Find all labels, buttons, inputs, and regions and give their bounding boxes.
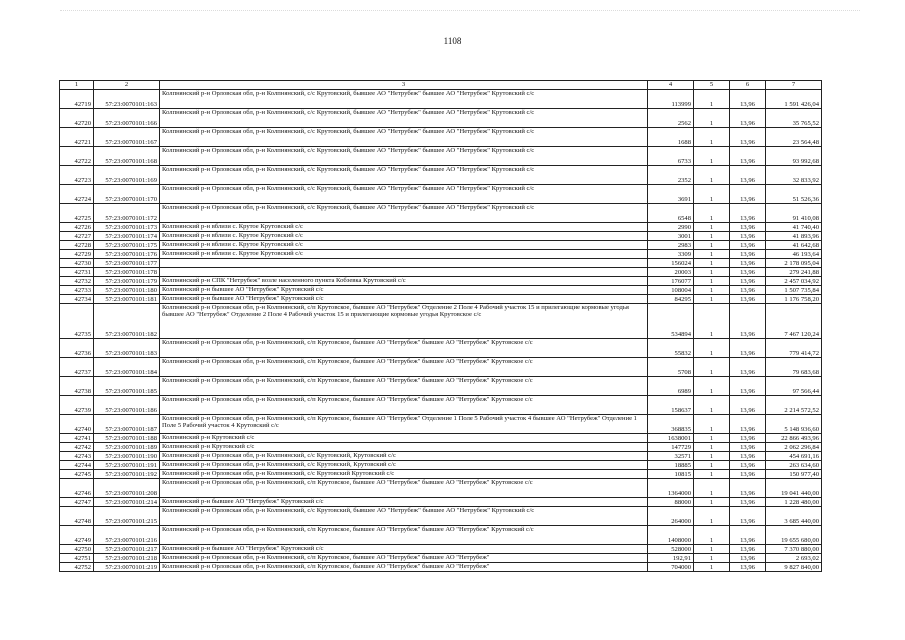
location-description: Колпнянский р-н бывшее АО "Нетрубеж" Крутовский с/с — [160, 498, 648, 507]
cadastral-number: 57:23:0070101:187 — [94, 415, 160, 434]
coefficient: 1 — [694, 554, 730, 563]
cadastral-value: 46 193,64 — [766, 250, 822, 259]
location-description: Колпнянский р-н Крутовский с/с — [160, 434, 648, 443]
area-value: 32571 — [648, 452, 694, 461]
table-row — [60, 545, 822, 554]
unit-price: 13,96 — [730, 479, 766, 498]
cadastral-value: 32 833,92 — [766, 166, 822, 185]
table-row — [60, 339, 822, 358]
location-description: Колпнянский р-н Орловская обл, р-н Колпнянский, с/п Крутовское, бывшее АО "Нетрубеж" бывшее АО "Нетрубеж" Крутовское с/с — [160, 358, 648, 377]
table-row — [60, 147, 822, 166]
coefficient: 1 — [694, 166, 730, 185]
unit-price: 13,96 — [730, 358, 766, 377]
cadastral-value: 2 693,02 — [766, 554, 822, 563]
cadastral-value: 79 683,68 — [766, 358, 822, 377]
row-number: 42721 — [60, 128, 94, 147]
cadastral-value: 263 634,60 — [766, 461, 822, 470]
unit-price: 13,96 — [730, 443, 766, 452]
location-description: Колпнянский р-н СПК "Нетрубеж" возле населенного пункта Кобзевка Крутовский с/с — [160, 277, 648, 286]
table-row — [60, 109, 822, 128]
unit-price: 13,96 — [730, 147, 766, 166]
coefficient: 1 — [694, 295, 730, 304]
area-value: 368835 — [648, 415, 694, 434]
area-value: 264000 — [648, 507, 694, 526]
location-description: Колпнянский р-н Орловская обл, р-н Колпнянский, с/п Крутовское, бывшее АО "Нетрубеж" бывшее АО "Нетрубеж" Крутовское с/с — [160, 396, 648, 415]
location-description — [160, 259, 648, 268]
area-value: 3691 — [648, 185, 694, 204]
cadastral-number: 57:23:0070101:177 — [94, 259, 160, 268]
cadastral-number: 57:23:0070101:218 — [94, 554, 160, 563]
row-number: 42743 — [60, 452, 94, 461]
row-number: 42751 — [60, 554, 94, 563]
row-number: 42727 — [60, 232, 94, 241]
cadastral-number: 57:23:0070101:181 — [94, 295, 160, 304]
coefficient: 1 — [694, 268, 730, 277]
cadastral-value: 1 228 480,00 — [766, 498, 822, 507]
cadastral-number: 57:23:0070101:184 — [94, 358, 160, 377]
coefficient: 1 — [694, 223, 730, 232]
coefficient: 1 — [694, 358, 730, 377]
area-value: 2352 — [648, 166, 694, 185]
unit-price: 13,96 — [730, 339, 766, 358]
row-number: 42740 — [60, 415, 94, 434]
location-description: Колпнянский р-н Орловская обл, р-н Колпнянский, с/с Крутовский, бывшее АО "Нетрубеж" бывшее АО "Нетрубеж" Крутовский с/с — [160, 507, 648, 526]
row-number: 42725 — [60, 204, 94, 223]
unit-price: 13,96 — [730, 461, 766, 470]
cadastral-number: 57:23:0070101:169 — [94, 166, 160, 185]
table-row — [60, 259, 822, 268]
cadastral-number: 57:23:0070101:174 — [94, 232, 160, 241]
table-row — [60, 507, 822, 526]
location-description: Колпнянский р-н Орловская обл, р-н Колпнянский, с/п Крутовское, бывшее АО "Нетрубеж" Отделение 1 Поле 5 Рабочий участок 4 бывшее АО "Нетрубеж" Отделение 1 Поле 5 Рабочий участок 4 Крутовский с/с — [160, 415, 648, 434]
unit-price: 13,96 — [730, 277, 766, 286]
unit-price: 13,96 — [730, 185, 766, 204]
row-number: 42745 — [60, 470, 94, 479]
cadastral-value: 2 062 296,84 — [766, 443, 822, 452]
cadastral-number: 57:23:0070101:186 — [94, 396, 160, 415]
coefficient: 1 — [694, 204, 730, 223]
location-description: Колпнянский р-н Орловская обл, р-н Колпнянский, с/п Крутовское, бывшее АО "Нетрубеж" бывшее АО "Нетрубеж" — [160, 563, 648, 572]
coefficient: 1 — [694, 109, 730, 128]
coefficient: 1 — [694, 434, 730, 443]
table-row — [60, 434, 822, 443]
unit-price: 13,96 — [730, 507, 766, 526]
cadastral-value: 150 977,40 — [766, 470, 822, 479]
row-number: 42748 — [60, 507, 94, 526]
cadastral-value: 7 467 120,24 — [766, 304, 822, 339]
area-value: 158637 — [648, 396, 694, 415]
area-value: 108004 — [648, 286, 694, 295]
cadastral-number: 57:23:0070101:180 — [94, 286, 160, 295]
land-registry-table — [59, 80, 822, 572]
area-value: 528000 — [648, 545, 694, 554]
cadastral-number: 57:23:0070101:191 — [94, 461, 160, 470]
row-number: 42747 — [60, 498, 94, 507]
coefficient: 1 — [694, 147, 730, 166]
cadastral-number: 57:23:0070101:188 — [94, 434, 160, 443]
cadastral-value: 41 893,96 — [766, 232, 822, 241]
table-body — [60, 90, 822, 572]
coefficient: 1 — [694, 339, 730, 358]
table-row — [60, 498, 822, 507]
location-description: Колпнянский р-н Орловская обл, р-н Колпнянский, с/с Крутовский, бывшее АО "Нетрубеж" бывшее АО "Нетрубеж" Крутовский с/с — [160, 147, 648, 166]
cadastral-value: 35 765,52 — [766, 109, 822, 128]
coefficient: 1 — [694, 185, 730, 204]
unit-price: 13,96 — [730, 554, 766, 563]
table-row — [60, 377, 822, 396]
table-row — [60, 166, 822, 185]
row-number: 42729 — [60, 250, 94, 259]
row-number: 42746 — [60, 479, 94, 498]
scan-artifact — [60, 10, 860, 19]
page-number: 1108 — [443, 36, 462, 46]
coefficient: 1 — [694, 286, 730, 295]
cadastral-value: 2 457 034,92 — [766, 277, 822, 286]
unit-price: 13,96 — [730, 377, 766, 396]
location-description: Колпнянский р-н вблизи с. Крутое Крутовский с/с — [160, 232, 648, 241]
cadastral-number: 57:23:0070101:190 — [94, 452, 160, 461]
cadastral-value: 51 526,36 — [766, 185, 822, 204]
coefficient: 1 — [694, 396, 730, 415]
row-number: 42736 — [60, 339, 94, 358]
col-header-7: 7 — [766, 81, 822, 90]
unit-price: 13,96 — [730, 526, 766, 545]
cadastral-value: 22 866 493,96 — [766, 434, 822, 443]
row-number: 42720 — [60, 109, 94, 128]
cadastral-number: 57:23:0070101:163 — [94, 90, 160, 109]
table-row — [60, 479, 822, 498]
cadastral-value: 2 178 095,04 — [766, 259, 822, 268]
coefficient: 1 — [694, 90, 730, 109]
unit-price: 13,96 — [730, 295, 766, 304]
table-row — [60, 443, 822, 452]
row-number: 42724 — [60, 185, 94, 204]
coefficient: 1 — [694, 241, 730, 250]
table-row — [60, 295, 822, 304]
cadastral-value: 97 566,44 — [766, 377, 822, 396]
unit-price: 13,96 — [730, 396, 766, 415]
area-value: 147729 — [648, 443, 694, 452]
table-row — [60, 286, 822, 295]
cadastral-number: 57:23:0070101:172 — [94, 204, 160, 223]
cadastral-value: 1 176 758,20 — [766, 295, 822, 304]
table-row — [60, 396, 822, 415]
cadastral-number: 57:23:0070101:208 — [94, 479, 160, 498]
cadastral-number: 57:23:0070101:214 — [94, 498, 160, 507]
area-value: 88000 — [648, 498, 694, 507]
coefficient: 1 — [694, 479, 730, 498]
location-description: Колпнянский р-н Орловская обл, р-н Колпнянский, с/с Крутовский, бывшее АО "Нетрубеж" бывшее АО "Нетрубеж" Крутовский с/с — [160, 185, 648, 204]
cadastral-value: 2 214 572,52 — [766, 396, 822, 415]
cadastral-value: 1 591 426,04 — [766, 90, 822, 109]
unit-price: 13,96 — [730, 470, 766, 479]
unit-price: 13,96 — [730, 204, 766, 223]
area-value: 3001 — [648, 232, 694, 241]
row-number: 42735 — [60, 304, 94, 339]
table-row — [60, 204, 822, 223]
table-row — [60, 185, 822, 204]
cadastral-value: 779 414,72 — [766, 339, 822, 358]
cadastral-value: 23 564,48 — [766, 128, 822, 147]
col-header-4: 4 — [648, 81, 694, 90]
location-description: Колпнянский р-н вблизи с. Крутое Крутовский с/с — [160, 223, 648, 232]
area-value: 3309 — [648, 250, 694, 259]
area-value: 192,91 — [648, 554, 694, 563]
coefficient: 1 — [694, 415, 730, 434]
location-description: Колпнянский р-н Орловская обл, р-н Колпнянский, с/с Крутовский, бывшее АО "Нетрубеж" бывшее АО "Нетрубеж" Крутовский с/с — [160, 166, 648, 185]
location-description: Колпнянский р-н Орловская обл, р-н Колпнянский, с/п Крутовское, бывшее АО "Нетрубеж" Отделение 2 Поле 4 Рабочий участок 15 и прилегающие кормовые угодья бывшее АО "Нетрубеж" Отделение 2 Поле 4 Рабочий участок 15 и прилегающие кормовые угодья Крутовское с/с — [160, 304, 648, 339]
coefficient: 1 — [694, 470, 730, 479]
unit-price: 13,96 — [730, 166, 766, 185]
cadastral-number: 57:23:0070101:182 — [94, 304, 160, 339]
location-description: Колпнянский р-н вблизи с. Крутое Крутовский с/с — [160, 250, 648, 259]
cadastral-number: 57:23:0070101:217 — [94, 545, 160, 554]
coefficient: 1 — [694, 128, 730, 147]
cadastral-value: 19 041 440,00 — [766, 479, 822, 498]
table-row — [60, 526, 822, 545]
location-description: Колпнянский р-н Крутовский с/с — [160, 443, 648, 452]
cadastral-number: 57:23:0070101:175 — [94, 241, 160, 250]
area-value: 6548 — [648, 204, 694, 223]
location-description: Колпнянский р-н Орловская обл, р-н Колпнянский, с/с Крутовский, бывшее АО "Нетрубеж" бывшее АО "Нетрубеж" Крутовский с/с — [160, 90, 648, 109]
area-value: 2983 — [648, 241, 694, 250]
area-value: 5708 — [648, 358, 694, 377]
location-description: Колпнянский р-н Орловская обл, р-н Колпнянский, с/с Крутовский, Крутовский с/с — [160, 461, 648, 470]
unit-price: 13,96 — [730, 223, 766, 232]
coefficient: 1 — [694, 545, 730, 554]
area-value: 156024 — [648, 259, 694, 268]
col-header-2: 2 — [94, 81, 160, 90]
location-description: Колпнянский р-н Орловская обл, р-н Колпнянский, с/с Крутовский, бывшее АО "Нетрубеж" бывшее АО "Нетрубеж" Крутовский с/с — [160, 204, 648, 223]
row-number: 42750 — [60, 545, 94, 554]
cadastral-value: 5 148 936,60 — [766, 415, 822, 434]
table-row — [60, 232, 822, 241]
col-header-5: 5 — [694, 81, 730, 90]
table-row — [60, 563, 822, 572]
cadastral-number: 57:23:0070101:170 — [94, 185, 160, 204]
row-number: 42734 — [60, 295, 94, 304]
area-value: 534894 — [648, 304, 694, 339]
row-number: 42741 — [60, 434, 94, 443]
row-number: 42731 — [60, 268, 94, 277]
row-number: 42730 — [60, 259, 94, 268]
cadastral-number: 57:23:0070101:215 — [94, 507, 160, 526]
row-number: 42732 — [60, 277, 94, 286]
row-number: 42737 — [60, 358, 94, 377]
unit-price: 13,96 — [730, 452, 766, 461]
cadastral-number: 57:23:0070101:178 — [94, 268, 160, 277]
cadastral-value: 454 691,16 — [766, 452, 822, 461]
table-row — [60, 452, 822, 461]
coefficient: 1 — [694, 377, 730, 396]
location-description: Колпнянский р-н Орловская обл, р-н Колпнянский, с/п Крутовское, бывшее АО "Нетрубеж" бывшее АО "Нетрубеж" Крутовский с/с — [160, 526, 648, 545]
unit-price: 13,96 — [730, 434, 766, 443]
area-value: 2990 — [648, 223, 694, 232]
table-row — [60, 241, 822, 250]
unit-price: 13,96 — [730, 232, 766, 241]
cadastral-number: 57:23:0070101:183 — [94, 339, 160, 358]
unit-price: 13,96 — [730, 498, 766, 507]
cadastral-value: 1 507 735,84 — [766, 286, 822, 295]
area-value: 1364000 — [648, 479, 694, 498]
coefficient: 1 — [694, 277, 730, 286]
coefficient: 1 — [694, 498, 730, 507]
cadastral-number: 57:23:0070101:166 — [94, 109, 160, 128]
area-value: 18885 — [648, 461, 694, 470]
area-value: 6989 — [648, 377, 694, 396]
cadastral-number: 57:23:0070101:185 — [94, 377, 160, 396]
cadastral-number: 57:23:0070101:168 — [94, 147, 160, 166]
coefficient: 1 — [694, 507, 730, 526]
cadastral-value: 91 410,08 — [766, 204, 822, 223]
coefficient: 1 — [694, 526, 730, 545]
location-description: Колпнянский р-н Орловская обл, р-н Колпнянский, с/с Крутовский, бывшее АО "Нетрубеж" бывшее АО "Нетрубеж" Крутовский с/с — [160, 109, 648, 128]
unit-price: 13,96 — [730, 250, 766, 259]
row-number: 42742 — [60, 443, 94, 452]
location-description: Колпнянский р-н Орловская обл, р-н Колпнянский, с/с Крутовский, бывшее АО "Нетрубеж" бывшее АО "Нетрубеж" Крутовский с/с — [160, 128, 648, 147]
cadastral-number: 57:23:0070101:176 — [94, 250, 160, 259]
unit-price: 13,96 — [730, 304, 766, 339]
table-row — [60, 304, 822, 339]
table-row — [60, 461, 822, 470]
area-value: 6733 — [648, 147, 694, 166]
area-value: 1408000 — [648, 526, 694, 545]
unit-price: 13,96 — [730, 415, 766, 434]
table-row — [60, 128, 822, 147]
coefficient: 1 — [694, 259, 730, 268]
location-description: Колпнянский р-н Орловская обл, р-н Колпнянский, с/п Крутовское, бывшее АО "Нетрубеж" бывшее АО "Нетрубеж" Крутовское с/с — [160, 339, 648, 358]
table-row — [60, 554, 822, 563]
cadastral-number: 57:23:0070101:173 — [94, 223, 160, 232]
location-description: Колпнянский р-н бывшее АО "Нетрубеж" Крутовский с/с — [160, 545, 648, 554]
table-row — [60, 223, 822, 232]
coefficient: 1 — [694, 232, 730, 241]
cadastral-value: 41 642,68 — [766, 241, 822, 250]
area-value: 55832 — [648, 339, 694, 358]
cadastral-value: 19 655 680,00 — [766, 526, 822, 545]
unit-price: 13,96 — [730, 268, 766, 277]
col-header-1: 1 — [60, 81, 94, 90]
unit-price: 13,96 — [730, 90, 766, 109]
row-number: 42723 — [60, 166, 94, 185]
unit-price: 13,96 — [730, 241, 766, 250]
location-description: Колпнянский р-н Орловская обл, р-н Колпнянский, с/с Крутовский Крутовский с/с — [160, 470, 648, 479]
coefficient: 1 — [694, 443, 730, 452]
row-number: 42733 — [60, 286, 94, 295]
unit-price: 13,96 — [730, 259, 766, 268]
area-value: 704000 — [648, 563, 694, 572]
coefficient: 1 — [694, 452, 730, 461]
row-number: 42722 — [60, 147, 94, 166]
cadastral-value: 3 685 440,00 — [766, 507, 822, 526]
location-description: Колпнянский р-н бывшее АО "Нетрубеж" Крутовский с/с — [160, 295, 648, 304]
cadastral-number: 57:23:0070101:216 — [94, 526, 160, 545]
unit-price: 13,96 — [730, 109, 766, 128]
table-row — [60, 268, 822, 277]
area-value: 20003 — [648, 268, 694, 277]
cadastral-number: 57:23:0070101:192 — [94, 470, 160, 479]
cadastral-value: 9 827 840,00 — [766, 563, 822, 572]
row-number: 42726 — [60, 223, 94, 232]
coefficient: 1 — [694, 563, 730, 572]
unit-price: 13,96 — [730, 545, 766, 554]
cadastral-number: 57:23:0070101:179 — [94, 277, 160, 286]
row-number: 42728 — [60, 241, 94, 250]
area-value: 84295 — [648, 295, 694, 304]
location-description: Колпнянский р-н бывшее АО "Нетрубеж" Крутовский с/с — [160, 286, 648, 295]
table-row — [60, 90, 822, 109]
row-number: 42739 — [60, 396, 94, 415]
location-description: Колпнянский р-н Орловская обл, р-н Колпнянский, с/п Крутовское, бывшее АО "Нетрубеж" бывшее АО "Нетрубеж" — [160, 554, 648, 563]
coefficient: 1 — [694, 461, 730, 470]
table-row — [60, 415, 822, 434]
area-value: 2562 — [648, 109, 694, 128]
row-number: 42744 — [60, 461, 94, 470]
area-value: 1688 — [648, 128, 694, 147]
location-description: Колпнянский р-н Орловская обл, р-н Колпнянский, с/с Крутовский, Крутовский с/с — [160, 452, 648, 461]
cadastral-value: 7 370 880,00 — [766, 545, 822, 554]
row-number: 42719 — [60, 90, 94, 109]
row-number: 42749 — [60, 526, 94, 545]
area-value: 113999 — [648, 90, 694, 109]
cadastral-value: 41 740,40 — [766, 223, 822, 232]
cadastral-number: 57:23:0070101:219 — [94, 563, 160, 572]
table-row — [60, 277, 822, 286]
cadastral-number: 57:23:0070101:189 — [94, 443, 160, 452]
col-header-6: 6 — [730, 81, 766, 90]
col-header-3: 3 — [160, 81, 648, 90]
unit-price: 13,96 — [730, 286, 766, 295]
cadastral-number: 57:23:0070101:167 — [94, 128, 160, 147]
table-row — [60, 358, 822, 377]
area-value: 1638001 — [648, 434, 694, 443]
location-description: Колпнянский р-н вблизи с. Крутое Крутовский с/с — [160, 241, 648, 250]
area-value: 176077 — [648, 277, 694, 286]
row-number: 42752 — [60, 563, 94, 572]
row-number: 42738 — [60, 377, 94, 396]
cadastral-value: 93 992,68 — [766, 147, 822, 166]
location-description — [160, 268, 648, 277]
table-row — [60, 470, 822, 479]
coefficient: 1 — [694, 250, 730, 259]
coefficient: 1 — [694, 304, 730, 339]
cadastral-value: 279 241,88 — [766, 268, 822, 277]
location-description: Колпнянский р-н Орловская обл, р-н Колпнянский, с/п Крутовское, бывшее АО "Нетрубеж" бывшее АО "Нетрубеж" Крутовское с/с — [160, 479, 648, 498]
area-value: 10815 — [648, 470, 694, 479]
unit-price: 13,96 — [730, 563, 766, 572]
location-description: Колпнянский р-н Орловская обл, р-н Колпнянский, с/п Крутовское, бывшее АО "Нетрубеж" бывшее АО "Нетрубеж" Крутовское с/с — [160, 377, 648, 396]
table-row — [60, 250, 822, 259]
header-row — [60, 81, 822, 90]
unit-price: 13,96 — [730, 128, 766, 147]
